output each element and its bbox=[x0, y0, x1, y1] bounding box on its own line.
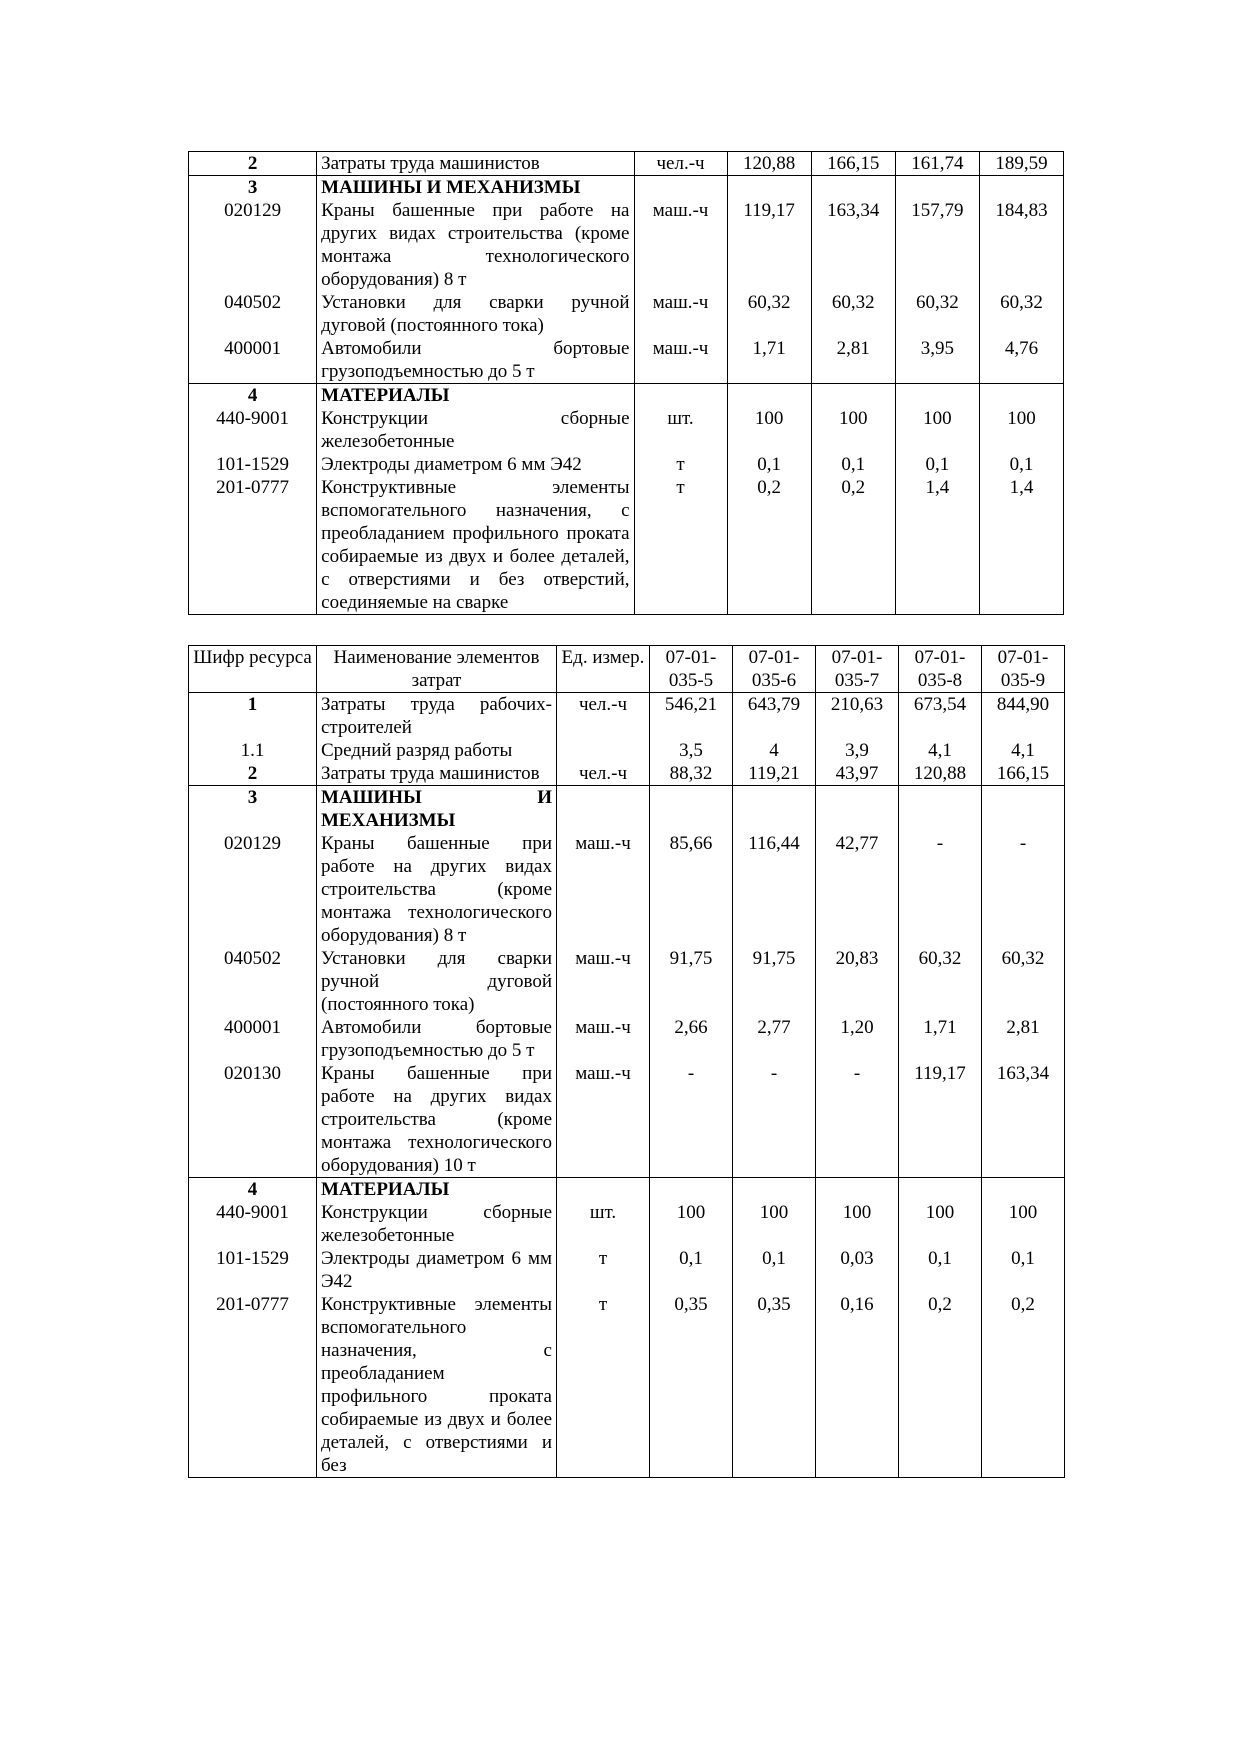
section-number: 3 bbox=[189, 176, 317, 200]
unit: чел.-ч bbox=[557, 762, 650, 786]
value-cell: 1,4 bbox=[895, 476, 979, 615]
section-row bbox=[189, 176, 1064, 200]
table-row bbox=[189, 152, 1064, 176]
unit: маш.-ч bbox=[557, 832, 650, 947]
value-cell: 119,17 bbox=[727, 199, 811, 291]
resource-code: 040502 bbox=[189, 947, 317, 1016]
resource-code: 400001 bbox=[189, 1016, 317, 1062]
header-column: 07-01-035-8 bbox=[899, 646, 982, 693]
value-cell: 100 bbox=[899, 1201, 982, 1247]
unit bbox=[557, 739, 650, 762]
value-cell: 60,32 bbox=[982, 947, 1065, 1016]
value-cell: 166,15 bbox=[811, 152, 895, 176]
value-cell: 2,77 bbox=[733, 1016, 816, 1062]
value-cell: 1,20 bbox=[816, 1016, 899, 1062]
section-number: 3 bbox=[189, 786, 317, 833]
table-header-row bbox=[189, 646, 1065, 693]
value-cell: 60,32 bbox=[979, 291, 1063, 337]
resource-name: Электроды диаметром 6 мм Э42 bbox=[317, 453, 634, 476]
table-row bbox=[189, 832, 1065, 947]
value-cell: 60,32 bbox=[727, 291, 811, 337]
value-cell: 163,34 bbox=[811, 199, 895, 291]
header-code: Шифр ресурса bbox=[189, 646, 317, 693]
value-cell: 1,4 bbox=[979, 476, 1063, 615]
table-row bbox=[189, 762, 1065, 786]
table-row bbox=[189, 1062, 1065, 1178]
value-cell: 546,21 bbox=[650, 693, 733, 740]
value-cell: 100 bbox=[895, 407, 979, 453]
resource-table-bottom bbox=[188, 645, 1065, 1478]
value-cell: 210,63 bbox=[816, 693, 899, 740]
unit: маш.-ч bbox=[634, 199, 727, 291]
resource-name: Автомобили бортовые грузоподъемностью до 5 т bbox=[317, 1016, 557, 1062]
value-cell: 0,1 bbox=[650, 1247, 733, 1293]
section-title: МАШИНЫ И МЕХАНИЗМЫ bbox=[317, 786, 557, 833]
value-cell: 119,21 bbox=[733, 762, 816, 786]
value-cell: 3,9 bbox=[816, 739, 899, 762]
value-cell: 60,32 bbox=[811, 291, 895, 337]
value-cell: 0,1 bbox=[811, 453, 895, 476]
value-cell: 1,71 bbox=[727, 337, 811, 384]
value-cell: 0,1 bbox=[979, 453, 1063, 476]
value-cell: 0,35 bbox=[733, 1293, 816, 1478]
resource-code: 440-9001 bbox=[189, 1201, 317, 1247]
value-cell: 60,32 bbox=[899, 947, 982, 1016]
resource-code: 1.1 bbox=[189, 739, 317, 762]
value-cell: 643,79 bbox=[733, 693, 816, 740]
unit: маш.-ч bbox=[634, 337, 727, 384]
unit: чел.-ч bbox=[634, 152, 727, 176]
value-cell: 0,16 bbox=[816, 1293, 899, 1478]
value-cell: 2,66 bbox=[650, 1016, 733, 1062]
resource-code: 201-0777 bbox=[189, 476, 317, 615]
value-cell: 100 bbox=[727, 407, 811, 453]
table-row bbox=[189, 453, 1064, 476]
resource-code: 440-9001 bbox=[189, 407, 317, 453]
value-cell: 2,81 bbox=[982, 1016, 1065, 1062]
value-cell: 4 bbox=[733, 739, 816, 762]
value-cell: 0,2 bbox=[899, 1293, 982, 1478]
value-cell: 100 bbox=[979, 407, 1063, 453]
value-cell: 120,88 bbox=[727, 152, 811, 176]
unit: чел.-ч bbox=[557, 693, 650, 740]
header-column: 07-01-035-7 bbox=[816, 646, 899, 693]
value-cell: 0,35 bbox=[650, 1293, 733, 1478]
unit: т bbox=[634, 476, 727, 615]
header-column: 07-01-035-6 bbox=[733, 646, 816, 693]
value-cell: 0,1 bbox=[733, 1247, 816, 1293]
header-unit: Ед. измер. bbox=[557, 646, 650, 693]
value-cell: 85,66 bbox=[650, 832, 733, 947]
value-cell: 91,75 bbox=[650, 947, 733, 1016]
resource-code: 1 bbox=[189, 693, 317, 740]
value-cell: 4,76 bbox=[979, 337, 1063, 384]
value-cell: - bbox=[899, 832, 982, 947]
resource-name: Электроды диаметром 6 мм Э42 bbox=[317, 1247, 557, 1293]
value-cell: 100 bbox=[733, 1201, 816, 1247]
value-cell: - bbox=[733, 1062, 816, 1178]
value-cell: 116,44 bbox=[733, 832, 816, 947]
resource-name: Краны башенные при работе на других видах строительства (кроме монтажа технологического оборудования) 8 т bbox=[317, 199, 634, 291]
value-cell: 844,90 bbox=[982, 693, 1065, 740]
resource-name: Конструкции сборные железобетонные bbox=[317, 1201, 557, 1247]
section-number: 4 bbox=[189, 1178, 317, 1202]
value-cell: 120,88 bbox=[899, 762, 982, 786]
header-column: 07-01-035-5 bbox=[650, 646, 733, 693]
unit: маш.-ч bbox=[634, 291, 727, 337]
resource-code: 201-0777 bbox=[189, 1293, 317, 1478]
header-name: Наименование элементов затрат bbox=[317, 646, 557, 693]
value-cell: - bbox=[982, 832, 1065, 947]
resource-name: Затраты труда рабочих-строителей bbox=[317, 693, 557, 740]
value-cell: 161,74 bbox=[895, 152, 979, 176]
resource-code: 2 bbox=[189, 762, 317, 786]
value-cell: - bbox=[650, 1062, 733, 1178]
value-cell: 4,1 bbox=[982, 739, 1065, 762]
value-cell: 100 bbox=[816, 1201, 899, 1247]
unit: шт. bbox=[557, 1201, 650, 1247]
value-cell: 100 bbox=[811, 407, 895, 453]
value-cell: 184,83 bbox=[979, 199, 1063, 291]
table-row bbox=[189, 947, 1065, 1016]
resource-code: 101-1529 bbox=[189, 1247, 317, 1293]
value-cell: 2,81 bbox=[811, 337, 895, 384]
section-title: МАТЕРИАЛЫ bbox=[317, 384, 634, 408]
table-row bbox=[189, 1293, 1065, 1478]
value-cell: 20,83 bbox=[816, 947, 899, 1016]
resource-name: Конструктивные элементы вспомогательного назначения, с преобладанием профильного проката собираемые из двух и более деталей, с отверстиями и без отверстий, соединяемые на сварке bbox=[317, 476, 634, 615]
value-cell: 4,1 bbox=[899, 739, 982, 762]
resource-code: 101-1529 bbox=[189, 453, 317, 476]
value-cell: 100 bbox=[982, 1201, 1065, 1247]
unit: маш.-ч bbox=[557, 1062, 650, 1178]
value-cell: 0,2 bbox=[727, 476, 811, 615]
section-row bbox=[189, 384, 1064, 408]
unit: шт. bbox=[634, 407, 727, 453]
section-row bbox=[189, 786, 1065, 833]
value-cell: 0,03 bbox=[816, 1247, 899, 1293]
value-cell: 3,95 bbox=[895, 337, 979, 384]
value-cell: 1,71 bbox=[899, 1016, 982, 1062]
unit: маш.-ч bbox=[557, 947, 650, 1016]
value-cell: 166,15 bbox=[982, 762, 1065, 786]
resource-code: 040502 bbox=[189, 291, 317, 337]
unit: т bbox=[557, 1247, 650, 1293]
unit: т bbox=[557, 1293, 650, 1478]
section-title: МАТЕРИАЛЫ bbox=[317, 1178, 557, 1202]
value-cell: 163,34 bbox=[982, 1062, 1065, 1178]
table-row bbox=[189, 476, 1064, 615]
table-row bbox=[189, 1201, 1065, 1247]
table-row bbox=[189, 739, 1065, 762]
table-row bbox=[189, 337, 1064, 384]
resource-name: Краны башенные при работе на других видах строительства (кроме монтажа технологического оборудования) 8 т bbox=[317, 832, 557, 947]
table-row bbox=[189, 407, 1064, 453]
resource-name: Конструкции сборные железобетонные bbox=[317, 407, 634, 453]
resource-name: Автомобили бортовые грузоподъемностью до 5 т bbox=[317, 337, 634, 384]
resource-code: 020130 bbox=[189, 1062, 317, 1178]
resource-name: Установки для сварки ручной дуговой (постоянного тока) bbox=[317, 291, 634, 337]
value-cell: 0,1 bbox=[727, 453, 811, 476]
section-row bbox=[189, 1178, 1065, 1202]
value-cell: 0,1 bbox=[982, 1247, 1065, 1293]
value-cell: - bbox=[816, 1062, 899, 1178]
header-column: 07-01-035-9 bbox=[982, 646, 1065, 693]
value-cell: 157,79 bbox=[895, 199, 979, 291]
table-row bbox=[189, 693, 1065, 740]
value-cell: 189,59 bbox=[979, 152, 1063, 176]
resource-name: Затраты труда машинистов bbox=[317, 762, 557, 786]
resource-name: Средний разряд работы bbox=[317, 739, 557, 762]
resource-name: Затраты труда машинистов bbox=[317, 152, 634, 176]
section-number: 4 bbox=[189, 384, 317, 408]
value-cell: 673,54 bbox=[899, 693, 982, 740]
resource-code: 2 bbox=[189, 152, 317, 176]
section-title: МАШИНЫ И МЕХАНИЗМЫ bbox=[317, 176, 634, 200]
value-cell: 0,2 bbox=[982, 1293, 1065, 1478]
value-cell: 91,75 bbox=[733, 947, 816, 1016]
resource-code: 020129 bbox=[189, 199, 317, 291]
table-row bbox=[189, 1016, 1065, 1062]
resource-name: Краны башенные при работе на других видах строительства (кроме монтажа технологического оборудования) 10 т bbox=[317, 1062, 557, 1178]
table-row bbox=[189, 1247, 1065, 1293]
resource-code: 020129 bbox=[189, 832, 317, 947]
value-cell: 42,77 bbox=[816, 832, 899, 947]
unit: т bbox=[634, 453, 727, 476]
value-cell: 0,1 bbox=[895, 453, 979, 476]
value-cell: 43,97 bbox=[816, 762, 899, 786]
table-row bbox=[189, 291, 1064, 337]
value-cell: 0,2 bbox=[811, 476, 895, 615]
resource-name: Установки для сварки ручной дуговой (постоянного тока) bbox=[317, 947, 557, 1016]
value-cell: 119,17 bbox=[899, 1062, 982, 1178]
resource-code: 400001 bbox=[189, 337, 317, 384]
resource-name: Конструктивные элементы вспомогательного назначения, с преобладанием профильного проката собираемые из двух и более деталей, с отверстиями и без bbox=[317, 1293, 557, 1478]
value-cell: 100 bbox=[650, 1201, 733, 1247]
value-cell: 3,5 bbox=[650, 739, 733, 762]
value-cell: 0,1 bbox=[899, 1247, 982, 1293]
unit: маш.-ч bbox=[557, 1016, 650, 1062]
resource-table-top bbox=[188, 151, 1064, 615]
value-cell: 60,32 bbox=[895, 291, 979, 337]
value-cell: 88,32 bbox=[650, 762, 733, 786]
table-row bbox=[189, 199, 1064, 291]
